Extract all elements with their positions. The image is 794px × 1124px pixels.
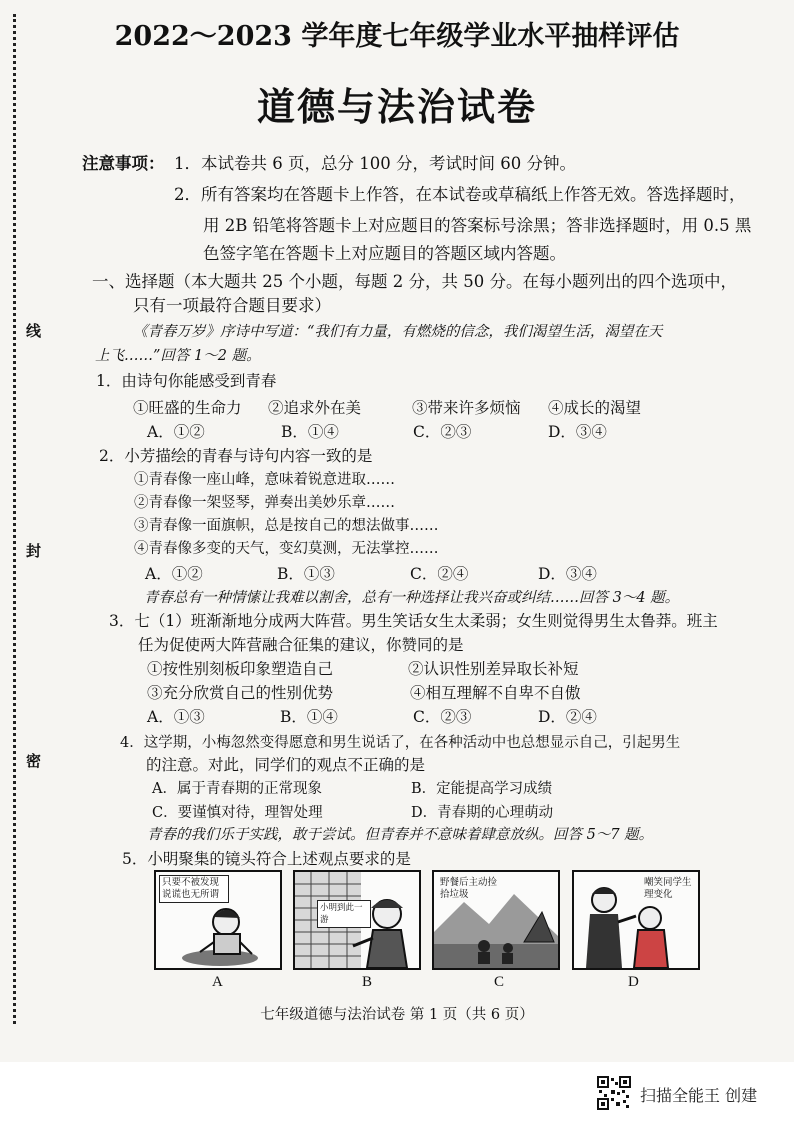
q2-option-d: D．③④ (538, 565, 597, 583)
q2-stem: 2．小芳描绘的青春与诗句内容一致的是 (99, 447, 373, 465)
q5-picture-a-caption: 只要不被发现说谎也无所谓 (159, 875, 229, 903)
q2-option-c: C．②④ (410, 565, 469, 583)
q1-stem: 1．由诗句你能感受到青春 (96, 372, 277, 390)
q4-stem-line1: 4．这学期，小梅忽然变得愿意和男生说话了，在各种活动中也总想显示自己，引起男生 (120, 735, 681, 751)
q5-picture-c-caption: 野餐后主动捡拾垃圾 (440, 877, 498, 900)
q1-option-d: D．③④ (548, 423, 607, 441)
q3-option-d: D．②④ (538, 708, 597, 726)
q5-stem: 5．小明聚集的镜头符合上述观点要求的是 (122, 850, 411, 868)
q2-option-a: A．①② (145, 565, 203, 583)
q2-statement-2: ②青春像一架竖琴，弹奏出美妙乐章…… (134, 495, 395, 511)
q5-picture-d (572, 870, 700, 970)
q4-option-b: B．定能提高学习成绩 (411, 781, 553, 797)
q3-statement-3: ③充分欣赏自己的性别优势 (147, 684, 334, 702)
intro-q5-7: 青春的我们乐于实践，敢于尝试。但青春并不意味着肆意放纵。回答 5～7 题。 (147, 827, 654, 843)
margin-char-mi: 密 (26, 752, 42, 770)
q3-option-b: B．①④ (280, 708, 338, 726)
q1-option-c: C．②③ (413, 423, 472, 441)
qr-code-icon (597, 1076, 631, 1110)
q5-picture-c-letter: C (494, 974, 505, 990)
q1-statement-1: ①旺盛的生命力 (133, 399, 242, 417)
q5-picture-a-letter: A (212, 974, 223, 990)
q3-stem-line2: 任为促使两大阵营融合征集的建议，你赞同的是 (138, 636, 464, 654)
intro-q1-2-line1: 《青春万岁》序诗中写道：“我们有力量，有燃烧的信念，我们渴望生活，渴望在天 (133, 324, 663, 340)
q5-picture-d-caption: 嘲笑同学生理变化 (644, 877, 692, 900)
q4-option-c: C．要谨慎对待，理智处理 (152, 805, 323, 821)
q2-statement-3: ③青春像一面旗帜，总是按自己的想法做事…… (134, 518, 439, 534)
q3-statement-1: ①按性别刻板印象塑造自己 (147, 660, 334, 678)
q4-stem-line2: 的注意。对此，同学们的观点不正确的是 (146, 756, 426, 774)
notice-item1: 1．本试卷共 6 页，总分 100 分，考试时间 60 分钟。 (174, 154, 576, 173)
q5-picture-b-caption: 小明到此一游 (317, 900, 371, 928)
margin-char-feng: 封 (26, 542, 42, 560)
binding-dotted-line (13, 14, 16, 1024)
notice-label: 注意事项： (82, 154, 165, 173)
scanner-watermark-text: 扫描全能王 创建 (640, 1086, 758, 1105)
section1-heading-line1: 一、选择题（本大题共 25 个小题，每题 2 分，共 50 分。在每小题列出的四个选项中， (92, 272, 737, 291)
q2-statement-1: ①青春像一座山峰，意味着锐意进取…… (134, 472, 395, 488)
q3-statement-2: ②认识性别差异取长补短 (408, 660, 579, 678)
q1-statement-4: ④成长的渴望 (548, 399, 642, 417)
q3-stem-line1: 3．七（1）班渐渐地分成两大阵营。男生笑话女生太柔弱；女生则觉得男生太鲁莽。班主 (109, 612, 718, 630)
q5-picture-c (432, 870, 560, 970)
intro-q1-2-line2: 上飞……”回答 1～2 题。 (95, 348, 261, 364)
q1-statement-3: ③带来许多烦恼 (412, 399, 521, 417)
q5-picture-b-letter: B (362, 974, 373, 990)
notice-item2-line2: 用 2B 铅笔将答题卡上对应题目的答案标号涂黑；答非选择题时，用 0.5 黑 (203, 216, 752, 235)
q5-picture-b (293, 870, 421, 970)
q5-picture-a (154, 870, 282, 970)
q1-option-a: A．①② (147, 423, 205, 441)
q1-statement-2: ②追求外在美 (268, 399, 362, 417)
q3-statement-4: ④相互理解不自卑不自傲 (410, 684, 581, 702)
q4-option-d: D．青春期的心理萌动 (411, 805, 554, 821)
exam-title-line2: 道德与法治试卷 (256, 84, 537, 129)
q5-picture-d-letter: D (628, 974, 639, 990)
q3-option-a: A．①③ (147, 708, 205, 726)
page-footer: 七年级道德与法治试卷 第 1 页（共 6 页） (260, 1007, 534, 1023)
q2-statement-4: ④青春像多变的天气，变幻莫测，无法掌控…… (134, 541, 439, 557)
q4-option-a: A．属于青春期的正常现象 (152, 781, 322, 797)
q3-option-c: C．②③ (413, 708, 472, 726)
margin-char-xian: 线 (26, 322, 42, 340)
notice-item2-line1: 2．所有答案均在答题卡上作答，在本试卷或草稿纸上作答无效。答选择题时， (174, 185, 746, 204)
section1-heading-line2: 只有一项最符合题目要求） (133, 296, 331, 315)
notice-item2-line3: 色签字笔在答题卡上对应题目的答题区域内答题。 (203, 244, 566, 263)
exam-title-line1: 2022～2023 学年度七年级学业水平抽样评估 (114, 21, 680, 52)
q1-option-b: B．①④ (281, 423, 339, 441)
q2-option-b: B．①③ (277, 565, 335, 583)
intro-q3-4: 青春总有一种情愫让我难以割舍，总有一种选择让我兴奋或纠结……回答 3～4 题。 (144, 590, 680, 606)
